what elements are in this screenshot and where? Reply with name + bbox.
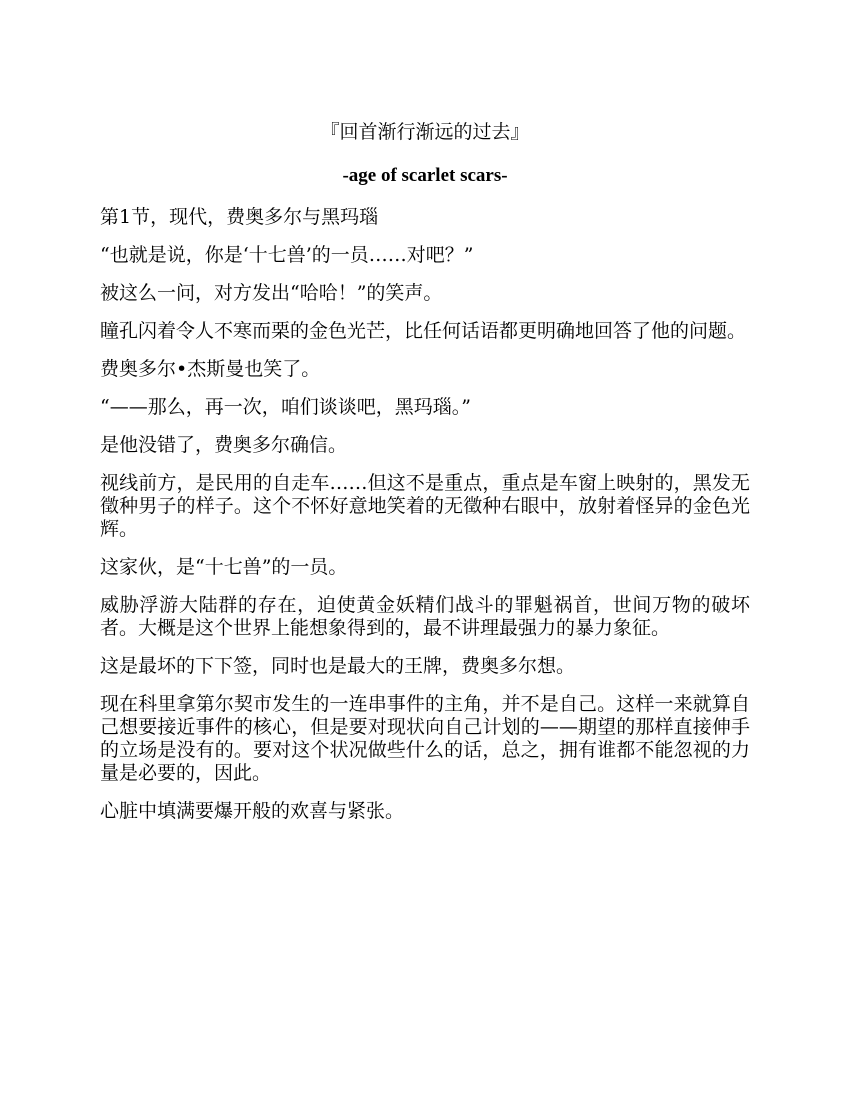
paragraph: “——那么，再一次，咱们谈谈吧，黑玛瑙。” <box>100 396 471 418</box>
paragraph: “也就是说，你是‘十七兽’的一员……对吧？” <box>100 244 474 266</box>
document-subtitle: -age of scarlet scars- <box>342 165 508 186</box>
paragraph: 瞳孔闪着令人不寒而栗的金色光芒，比任何话语都更明确地回答了他的问题。 <box>100 320 747 342</box>
chapter-heading: 第1节，现代，费奥多尔与黑玛瑙 <box>100 206 379 228</box>
paragraph: 这家伙，是“十七兽”的一员。 <box>100 556 348 578</box>
document-title: 『回首渐行渐远的过去』 <box>320 121 530 143</box>
paragraph: 被这么一问，对方发出“哈哈！”的笑声。 <box>100 282 443 304</box>
paragraph: 视线前方，是民用的自走车……但这不是重点，重点是车窗上映射的，黑发无徵种男子的样子。这个不怀好意地笑着的无徵种右眼中，放射着怪异的金色光辉。 <box>100 472 750 540</box>
paragraph: 费奥多尔•杰斯曼也笑了。 <box>100 358 321 380</box>
paragraph: 是他没错了，费奥多尔确信。 <box>100 434 348 456</box>
paragraph: 现在科里拿第尔契市发生的一连串事件的主角，并不是自己。这样一来就算自己想要接近事件的核心，但是要对现状向自己计划的——期望的那样直接伸手的立场是没有的。要对这个状况做些什么的话，总之，拥有谁都不能忽视的力量是必要的，因此。 <box>100 693 750 784</box>
paragraph: 心脏中填满要爆开般的欢喜与紧张。 <box>100 800 405 822</box>
paragraph: 这是最坏的下下签，同时也是最大的王牌，费奥多尔想。 <box>100 655 576 677</box>
document-page <box>100 120 750 838</box>
paragraph: 威胁浮游大陆群的存在，迫使黄金妖精们战斗的罪魁祸首，世间万物的破坏者。大概是这个世界上能想象得到的，最不讲理最强力的暴力象征。 <box>100 594 750 639</box>
